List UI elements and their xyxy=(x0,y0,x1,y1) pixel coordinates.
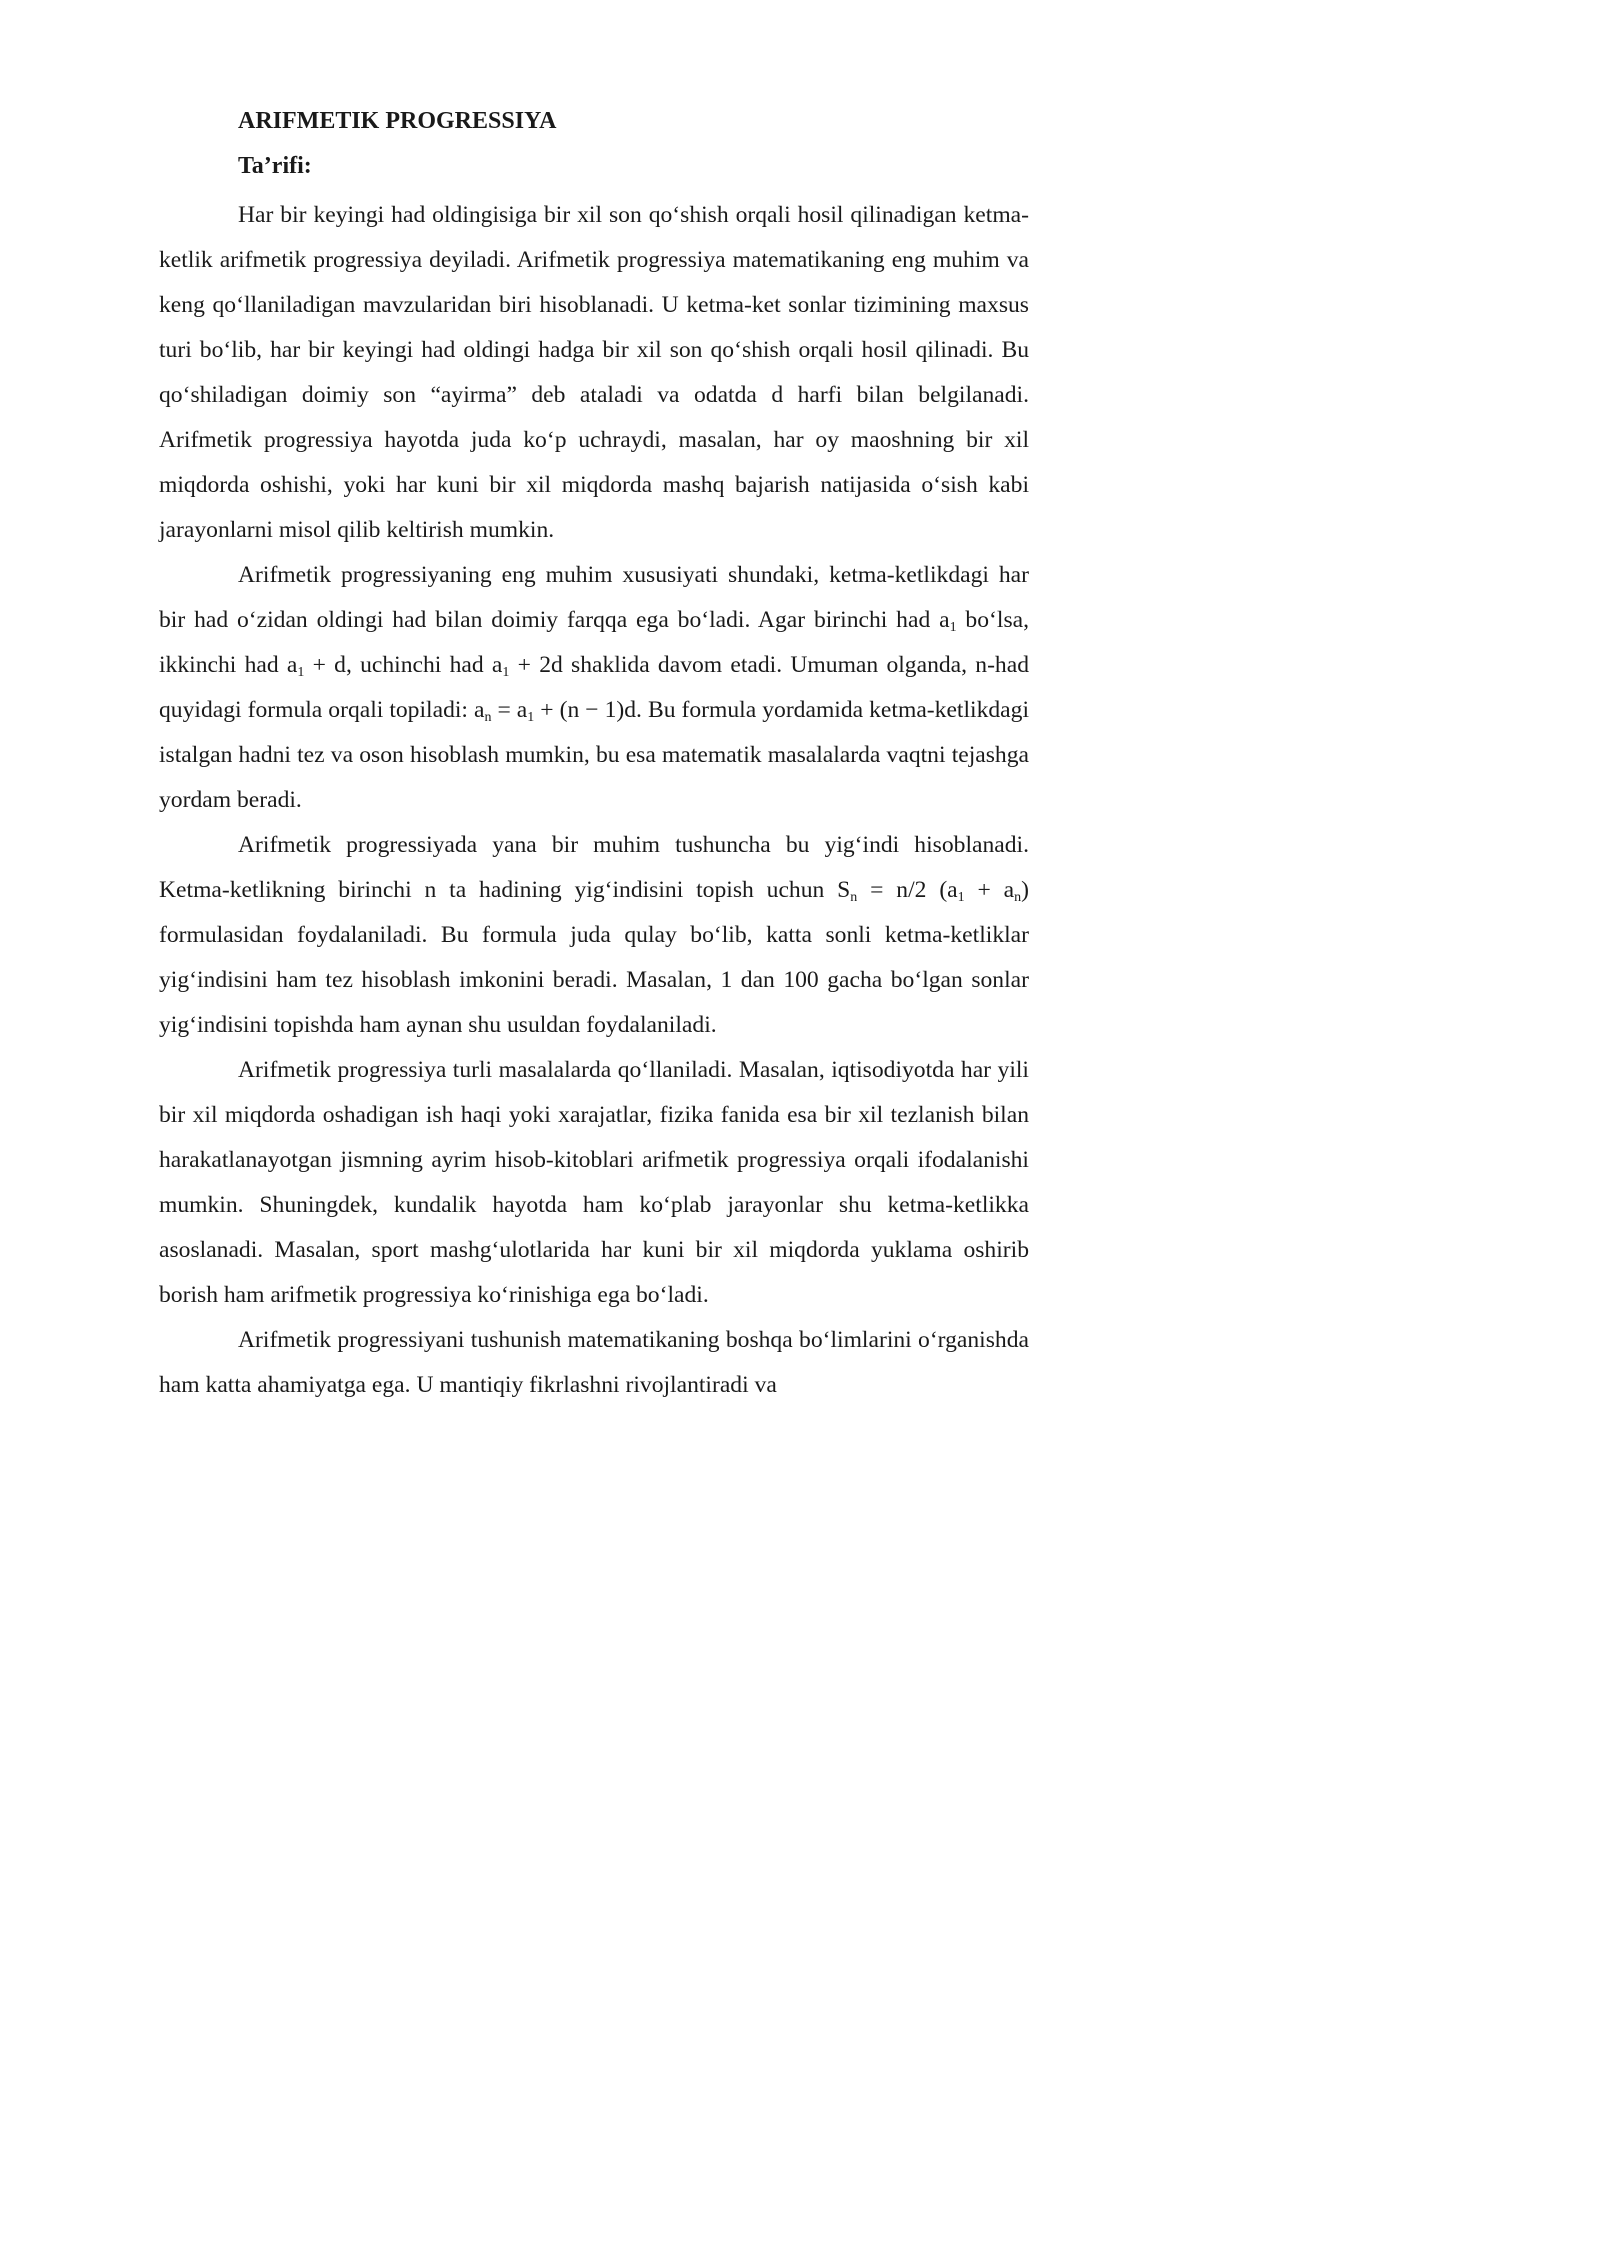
subscript: n xyxy=(1014,890,1022,905)
subscript: 1 xyxy=(297,665,305,680)
subscript: 1 xyxy=(949,620,957,635)
subscript: 1 xyxy=(957,890,965,905)
subscript: 1 xyxy=(527,710,535,725)
paragraph-definition: Har bir keyingi had oldingisiga bir xil son qo‘shish orqali hosil qilinadigan ketma-ketlik arifmetik progressiya deyiladi. Arifmetik progressiya matematikaning eng muhim va keng qo‘llaniladigan mavzularidan biri hisoblanadi. U ketma-ket sonlar tizimining maxsus turi bo‘lib, har bir keyingi had oldingi hadga bir xil son qo‘shish orqali hosil qilinadi. Bu qo‘shiladigan doimiy son “ayirma” deb ataladi va odatda d harfi bilan belgilanadi. Arifmetik progressiya hayotda juda ko‘p uchraydi, masalan, har oy maoshning bir xil miqdorda oshishi, yoki har kuni bir xil miqdorda mashq bajarish natijasida o‘sish kabi jarayonlarni misol qilib keltirish mumkin. xyxy=(159,202,1029,543)
paragraph-sum-formula xyxy=(159,823,1029,1048)
text-run: Arifmetik progressiyada yana bir muhim tushuncha bu yig‘indi hisoblanadi. Ketma-ketlikning birinchi n ta hadining yig‘indisini topish uchun S xyxy=(159,832,1029,903)
text-run: + (n − 1)d. Bu formula yordamida ketma-ketlikdagi istalgan hadni tez va oson hisoblash mumkin, bu esa matematik masalalarda vaqtni tejashga yordam beradi. xyxy=(159,697,1029,813)
subscript: n xyxy=(850,890,858,905)
text-run: = a xyxy=(491,697,528,723)
text-run: + a xyxy=(964,877,1015,903)
paragraph-applications: Arifmetik progressiya turli masalalarda qo‘llaniladi. Masalan, iqtisodiyotda har yili bir xil miqdorda oshadigan ish haqi yoki xarajatlar, fizika fanida esa bir xil tezlanish bilan harakatlanayotgan jismning ayrim hisob-kitoblari arifmetik progressiya orqali ifodalanishi mumkin. Shuningdek, kundalik hayotda ham ko‘plab jarayonlar shu ketma-ketlikka asoslanadi. Masalan, sport mashg‘ulotlarida har kuni bir xil miqdorda yuklama oshirib borish ham arifmetik progressiya ko‘rinishiga ega bo‘ladi. xyxy=(159,1057,1029,1308)
subscript: n xyxy=(484,710,492,725)
text-run: + 2d shaklida davom etadi. Umuman olganda, n-had quyidagi formula orqali topiladi: a xyxy=(159,652,1029,723)
document-title: ARIFMETIK PROGRESSIYA xyxy=(238,108,557,134)
paragraph-importance: Arifmetik progressiyani tushunish matematikaning boshqa bo‘limlarini o‘rganishda ham katta ahamiyatga ega. U mantiqiy fikrlashni rivojlantiradi va xyxy=(159,1327,1029,1398)
definition-heading: Ta’rifi: xyxy=(238,153,312,179)
document-body xyxy=(159,193,1029,1408)
text-run: = n/2 (a xyxy=(857,877,958,903)
paragraph-nth-term xyxy=(159,553,1029,823)
text-run: Arifmetik progressiyaning eng muhim xususiyati shundaki, ketma-ketlikdagi har bir had o‘zidan oldingi had bilan doimiy farqqa ega bo‘ladi. Agar birinchi had a xyxy=(159,562,1029,633)
text-run: bo‘lsa, ikkinchi had a xyxy=(159,607,1029,678)
text-run: + d, uchinchi had a xyxy=(304,652,503,678)
document-page xyxy=(0,0,1102,1560)
subscript: 1 xyxy=(502,665,510,680)
text-run: ) formulasidan foydalaniladi. Bu formula juda qulay bo‘lib, katta sonli ketma-ketliklar yig‘indisini ham tez hisoblash imkonini beradi. Masalan, 1 dan 100 gacha bo‘lgan sonlar yig‘indisini topishda ham aynan shu usuldan foydalaniladi. xyxy=(159,877,1030,1038)
